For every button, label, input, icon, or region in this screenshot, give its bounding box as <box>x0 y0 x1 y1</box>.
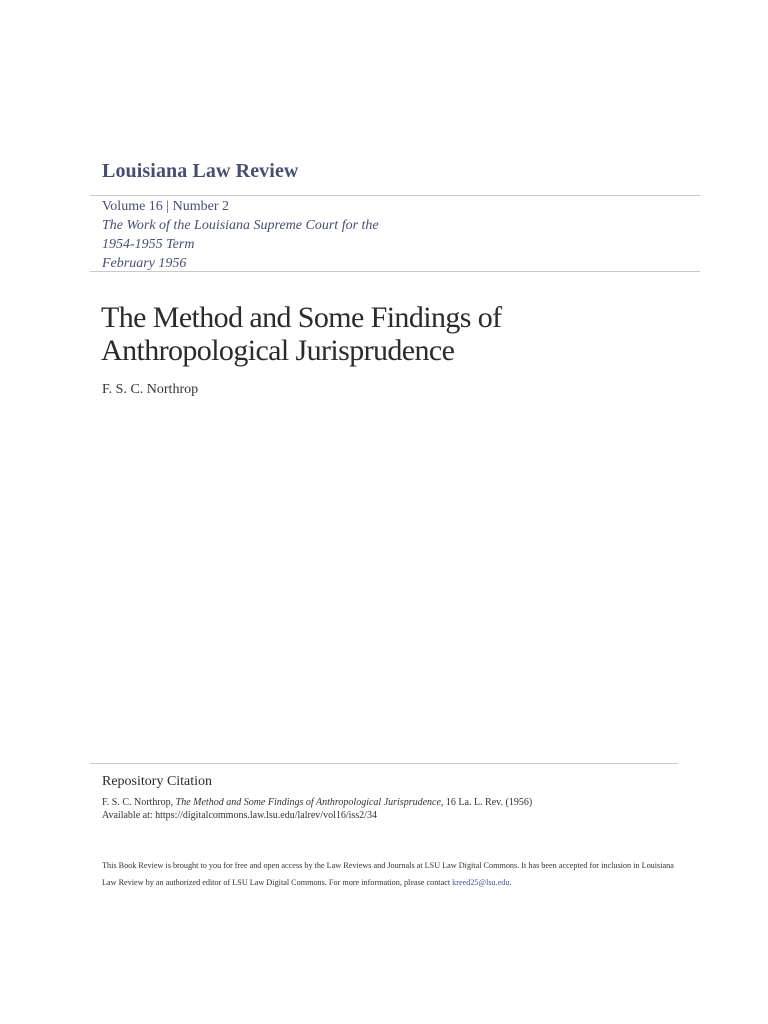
divider-middle <box>90 271 700 272</box>
citation-suffix: , 16 La. L. Rev. (1956) <box>440 797 533 808</box>
citation-title: The Method and Some Findings of Anthropological Jurisprudence <box>175 797 441 808</box>
divider-top <box>90 195 700 196</box>
citation-reference <box>102 796 532 809</box>
article-title-line1: The Method and Some Findings of <box>101 301 502 334</box>
notice-end: . <box>509 878 512 887</box>
volume-number-link[interactable]: Volume 16 | Number 2 <box>102 199 229 214</box>
citation-block <box>102 796 532 822</box>
repository-citation-heading: Repository Citation <box>102 774 213 789</box>
notice-text: This Book Review is brought to you for free and open access by the Law Reviews and Journals at LSU Law Digital Commons. It has been accepted for inclusion in Louisiana Law Review by an authorized editor of LSU Law Digital Commons. For more information, please contact <box>102 861 674 887</box>
issue-info <box>102 197 379 273</box>
journal-title[interactable]: Louisiana Law Review <box>102 160 299 182</box>
contact-email-link[interactable]: kreed25@lsu.edu <box>452 878 510 887</box>
issue-subtitle-line2: 1954-1955 Term <box>102 237 195 252</box>
issue-date: February 1956 <box>102 256 187 271</box>
article-author: F. S. C. Northrop <box>102 382 199 397</box>
issue-subtitle-line1: The Work of the Louisiana Supreme Court for the <box>102 218 379 233</box>
citation-author: F. S. C. Northrop, <box>102 797 174 808</box>
article-title-line2: Anthropological Jurisprudence <box>101 334 455 367</box>
citation-available-at[interactable]: Available at: https://digitalcommons.law.lsu.edu/lalrev/vol16/iss2/34 <box>102 810 377 821</box>
article-title <box>101 301 502 367</box>
divider-bottom <box>90 763 678 764</box>
access-notice <box>102 857 682 891</box>
